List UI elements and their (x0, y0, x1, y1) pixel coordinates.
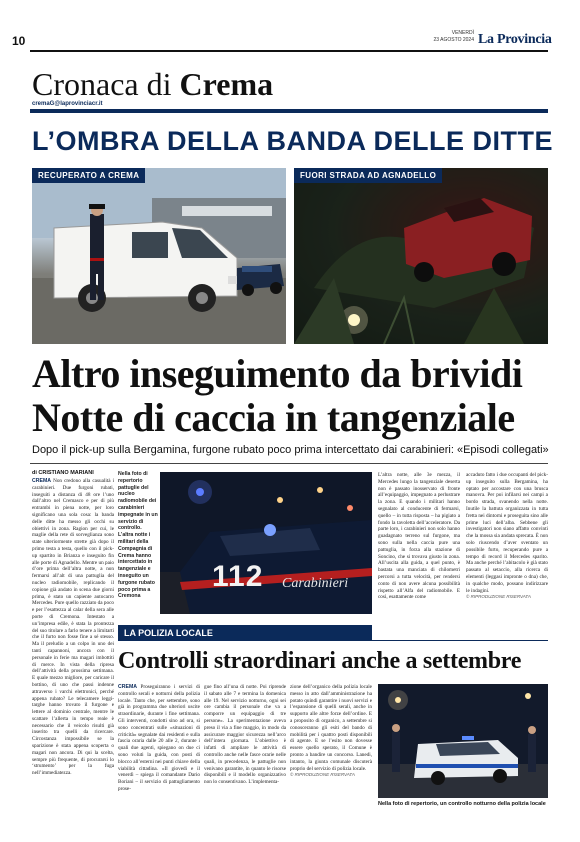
photo-recovered-van (32, 168, 286, 344)
issue-date (414, 30, 474, 44)
photo-crashed-pickup (294, 168, 548, 344)
date-day: 23 AGOSTO 2024 (433, 37, 474, 43)
main-subhead: Dopo il pick-up sulla Bergamina, furgone rubato poco prima intercettato dai carabinieri: «Episodi collegati» (32, 444, 549, 456)
section-city: Crema (179, 66, 274, 102)
photo-police-checkpoint (378, 684, 548, 798)
second-article-column-2 (204, 684, 286, 834)
section-email: cremaG@laprovinciacr.it (32, 101, 103, 107)
page-number: 10 (12, 34, 26, 48)
second-article-text-2: gue fino all’una di notte. Poi riprende il sabato alle 7 e termina la domenica alle 19. Nel servizio notturno, ogni sei ore cambia il personale che va a comporre un equipaggio di tre persone». La sperimentazione aveva preso il via a fine maggio, in modo da assicurare maggior sicurezza nell’arco dell’intera giornata. L’obiettivo è infatti di ampliare le attività di controllo anche nelle fasce orarie nelle quali, in precedenza, le pattuglie non venivano garantite, in quanto le risorse disponibili e il modello organizzativo non lo consentivano. L’implementa- (204, 684, 286, 786)
main-article-column-1 (32, 478, 114, 834)
car-brand: Carabinieri (282, 576, 349, 591)
photo-tag-offroad: FUORI STRADA AD AGNADELLO (294, 168, 442, 183)
main-headline-1: Altro inseguimento da brividi (32, 351, 523, 396)
car-number: 112 (212, 560, 264, 593)
main-headline-2: Notte di caccia in tangenziale (32, 395, 515, 440)
main-article-signature: © RIPRODUZIONE RISERVATA (466, 594, 531, 600)
second-article-signature: © RIPRODUZIONE RISERVATA (290, 772, 355, 778)
checkpoint-photo-caption: Nella foto di repertorio, un controllo notturno della polizia locale (378, 801, 546, 807)
date-weekday: VENERDÌ (451, 30, 474, 36)
van-illustration (32, 168, 286, 344)
main-article-column-2 (378, 472, 460, 614)
second-article-rule (118, 640, 548, 641)
page-kicker-title: L’OMBRA DELLA BANDA DELLE DITTE (32, 126, 553, 156)
article-rule (30, 463, 548, 464)
section-prefix: Cronaca di (32, 66, 172, 102)
main-article-column-3 (466, 472, 548, 614)
masthead-logo: La Provincia (478, 32, 552, 47)
photo-tag-recovered: RECUPERATO A CREMA (32, 168, 145, 183)
police-checkpoint-illustration (378, 684, 548, 798)
photo-carabinieri-car (160, 472, 372, 614)
second-article-text-3: zione dell’organico della polizia locale messo in atto dall’amministrazione ha potato quindi garantire i nuovi servizi e l’espansione di quelli serali, anche in supporto alle altre forze dell’ordine. E a proposito di organico, a settembre si conosceranno gli esiti del bando di mobilità per i quattro posti disponibili di agente. E se l’esito non dovesse essere quello sperato, il Comune è pronto a bandire un concorso. Lanedi, intanto, la giunta comunale discuterà proprio del servizio di polizia locale. (290, 684, 372, 772)
second-article-tag: LA POLIZIA LOCALE (118, 625, 372, 641)
dateline: CREMA (32, 478, 52, 484)
byline: di CRISTIANO MARIANI (32, 470, 94, 476)
second-article-headline: Controlli straordinari anche a settembre (118, 648, 522, 674)
main-article-text-1: Non credono alla casualità i carabinieri. Due furgoni rubati, inseguiti a distanza di 48 ore l’uno dall’altro nel Cremasco e per di più entrambi in piena notte, per loro significano una sola cosa: la banda delle ditte ha messo gli occhi su obiettivi in zona. Ragion per cui, le maglie della rete di sorveglianza sono state ulteriormente strette già dopo il primo testa a testa, quello con il pick-up spartito in Brianza e inseguito fin alle porte di Agnadello. Mentre un paio d’ore prima dell’altra notte, a non fermarsi all’alt di una pattuglia del nucleo radiomobile, replicando il copione già andato in scena due giorni prima, è stato un capiente autocarro Mercedes. Pure quello razziato da poco e per l’esattezza al calar della sera alle porte di Cremona. Intestato a un’impresa edile, è stata la prontezza del suo titolare a farlo tenere a limitarti che il furto non fosse fine a sé stesso. Ma il preludio a un colpo in uno dei tanti capannoni, ancora con il personale in ferie ma magari imbottiti di merce. In vista della ripresa dell’attività della prossima settimana. E quale mezzo migliore, per caricare il bottino, di uno che passi indenne attraverso i varchi elettronici, perché appena rubato? Le telecamere leggi-targhe hanno trovato il furgone e lettere al dominio centrale, mentre le scattare l’allerta in tempo reale è necessario che il veicolo risulti già inserito tra quelli da ricercare. Circostanza impossibile se la sparizione è stata appena scoperta o magari non ancora. Di qui la scelta, sempre più frequente, di procurarsi lo ‘strumento’ per la fuga nell’immediatezza. (32, 478, 114, 777)
section-title (32, 66, 273, 103)
second-article-column-1 (118, 684, 200, 834)
carabinieri-car-illustration (160, 472, 372, 614)
main-article-text-2: L’altra notte, alle 3e mezza, il Mercedes lungo la tangenziale deserta non è passato inosservato di fronte all’equipaggio, impegnato a perlustrare la zona. E quando i militari hanno segnalato al conducente di fermarsi, quello – in tutta risposta – ha pigiato a fondo la tavoletta dell’acceleratore. Da parte loro, i carabinieri non solo hanno guadagnato terreno sul furgone, ma sono sulla nella caccia pure una pattuglia, in forza alla stazione di Soncino, che si trovava giusto in zona. All’uscita alla guida, a quel punto, è bastata una manciata di chilometri percorsi a tutta velocità, per rendersi conto di non avere alcuna possibilità rispetto all’Alfa del radiomobile. E così, esattamente come (378, 472, 460, 601)
header-rule (30, 50, 548, 52)
pickup-illustration (294, 168, 548, 344)
side-photo-caption: Nella foto di repertorio pattuglie del nucleo radiomobile dei carabinieri impegnate in un servizio di controllo. L’altra notte i militari della Compagnia di Crema hanno intercettato in tangenziale e inseguito un furgone rubato poco prima a Cremona (118, 471, 158, 600)
second-article-text-1: Proseguiranno i servizi di controllo serali e notturni della polizia locale. Tanto che, per settembre, sono già in programma due ulteriori uscite straordinarie, durante i fine settimana. Gli interventi, condotti sino ad ora, si sono concentrati sulle «situazioni di criticità» segnalate dai residenti e sulla fascia oraria dalle 20 alle 2, durante i quali due agenti, spiegano on due ci sono voluti la guida, con posti di blocco all’esterni nei punti chiave della viabilità cittadina. «Il giovedì e il venerdì – spiega il comandante Dario Boriani – il servizio di pattugliamento prose- (118, 684, 200, 792)
second-dateline: CREMA (118, 684, 138, 690)
main-article-text-3: accaduto fatto i due occupanti del pick-up inseguito sulla Bergamina, ha optato per accostare con una brusca manovra. Per poi infilarsi nei campi a bordo strada, svanendo nella notte. Inutile la battuta organizzata in tutta fretta nei dintorni e proseguita sino alle prime luci dell’alba. Sebbene gli investigatori non siano affatto convinti che la mossa sia andata sprecata. È non solo riuscendo d’aver sventato un possibile furto, recuperando pure a tempo di record il Mercedes sparito. Ma anche perché l’abitacolo è già stato passato al setaccio, alla ricerca di elementi (leggasi impronte o dna) che, in qualche modo, possano indirizzare le indagini. (466, 472, 548, 594)
section-rule (30, 109, 548, 113)
second-article-column-3 (290, 684, 372, 834)
